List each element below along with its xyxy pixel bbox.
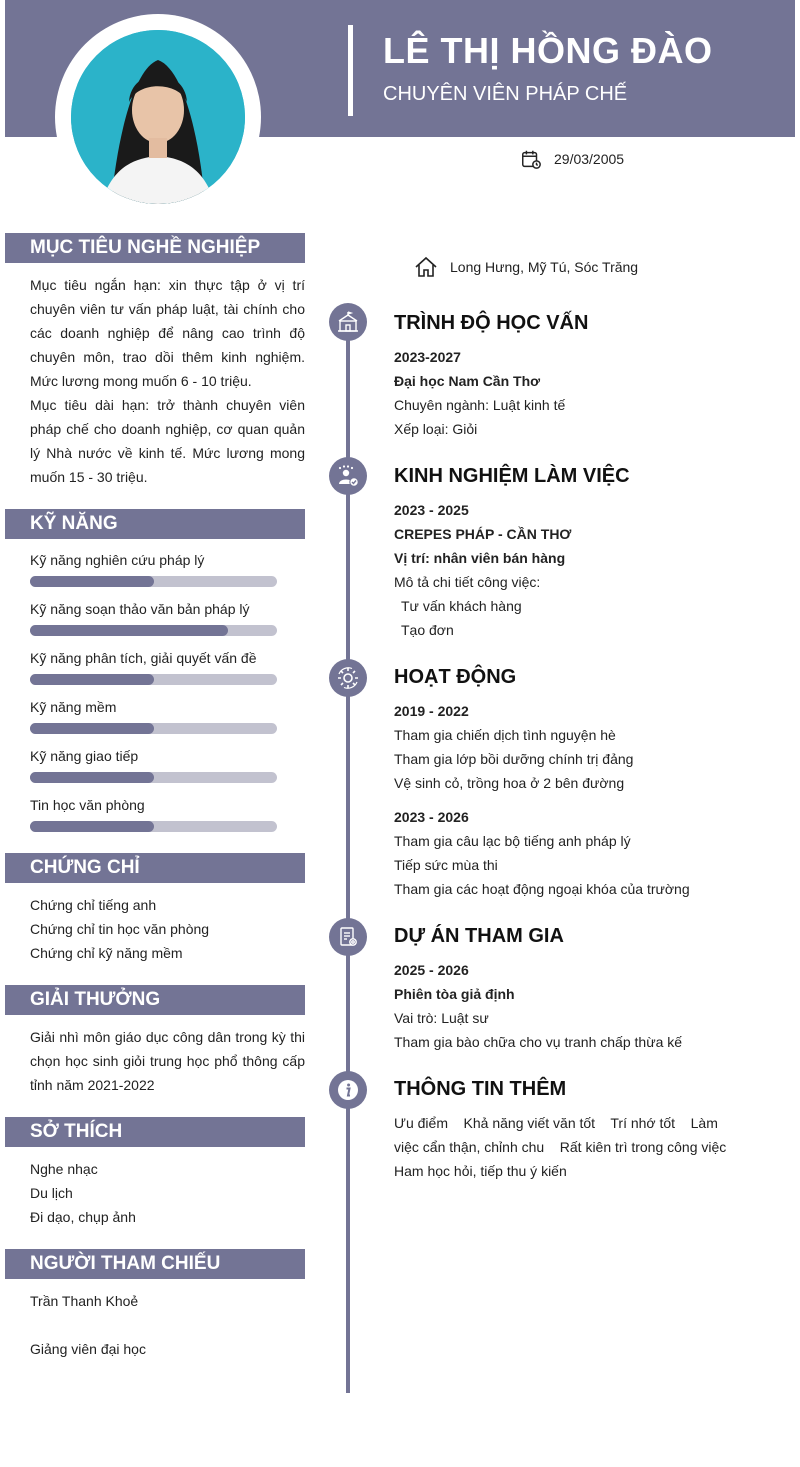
- list-item: Tham gia chiến dịch tình nguyện hè: [394, 727, 616, 743]
- skill-progress-bar: [30, 576, 277, 587]
- skill-label: Kỹ năng soạn thảo văn bản pháp lý: [30, 601, 250, 617]
- experience-period: 2023 - 2025: [394, 502, 469, 518]
- skill-progress-fill: [30, 674, 154, 685]
- list-item: Vệ sinh cỏ, trồng hoa ở 2 bên đường: [394, 775, 625, 791]
- education-grade: Xếp loại: Giỏi: [394, 421, 478, 437]
- profile-photo-frame: [55, 14, 261, 220]
- education-major: Chuyên ngành: Luật kinh tế: [394, 397, 566, 413]
- education-heading: TRÌNH ĐỘ HỌC VẤN: [394, 312, 589, 334]
- list-item: Du lịch: [30, 1185, 73, 1201]
- hobbies-heading: SỞ THÍCH: [5, 1117, 305, 1147]
- address-text: Long Hưng, Mỹ Tú, Sóc Trăng: [450, 259, 639, 275]
- birthdate-text: 29/03/2005: [554, 151, 625, 167]
- skill-label: Kỹ năng giao tiếp: [30, 748, 139, 764]
- additional-heading: THÔNG TIN THÊM: [394, 1078, 567, 1100]
- address-contact: [414, 256, 638, 278]
- list-item: Chứng chỉ tin học văn phòng: [30, 921, 210, 937]
- birthdate-contact: [520, 148, 624, 170]
- list-item: Chứng chỉ kỹ năng mềm: [30, 945, 183, 961]
- project-role: Vai trò: Luật sư: [394, 1010, 489, 1026]
- objective-text: [30, 273, 305, 489]
- skill-progress-fill: [30, 625, 228, 636]
- skill-progress-fill: [30, 772, 154, 783]
- projects-details: [394, 958, 774, 1054]
- school-icon: [329, 303, 367, 341]
- additional-line: việc cẩn thận, chỉnh chu Rất kiên trì trong công việc: [394, 1139, 727, 1155]
- education-school: Đại học Nam Cần Thơ: [394, 373, 541, 389]
- certificates-list: [30, 893, 305, 965]
- activities-group-2: [394, 805, 774, 901]
- certificates-heading: CHỨNG CHỈ: [5, 853, 305, 883]
- objective-long-term: Mục tiêu dài hạn: trở thành chuyên viên pháp chế cho doanh nghiệp, cơ quan quản lý Nhà nước về kinh tế. Mức lương mong muốn 15 - 30 triệu.: [30, 397, 305, 485]
- list-item: Tạo đơn: [401, 622, 454, 638]
- activities-group-1: [394, 699, 774, 795]
- experience-position: Vị trí: nhân viên bán hàng: [394, 550, 566, 566]
- objective-short-term: Mục tiêu ngắn hạn: xin thực tập ở vị trí chuyên viên tư vấn pháp luật, tài chính cho các doanh nghiệp để nâng cao trình độ chuyên môn, trao dồi thêm kinh nghiệm. Mức lương mong muốn 6 - 10 triệu.: [30, 277, 305, 389]
- info-icon: [329, 1071, 367, 1109]
- skill-progress-fill: [30, 723, 154, 734]
- skill-progress-fill: [30, 821, 154, 832]
- skill-progress-bar: [30, 674, 277, 685]
- skill-progress-bar: [30, 821, 277, 832]
- skill-progress-fill: [30, 576, 154, 587]
- project-name: Phiên tòa giả định: [394, 986, 515, 1002]
- profile-photo: [71, 30, 245, 204]
- skills-heading: KỸ NĂNG: [5, 509, 305, 539]
- list-item: Nghe nhạc: [30, 1161, 98, 1177]
- project-document-icon: [329, 918, 367, 956]
- team-icon: [329, 457, 367, 495]
- skill-progress-bar: [30, 625, 277, 636]
- activity-gear-icon: [329, 659, 367, 697]
- skill-progress-bar: [30, 723, 277, 734]
- candidate-name: LÊ THỊ HỒNG ĐÀO: [383, 30, 713, 71]
- additional-line: Ưu điểm Khả năng viết văn tốt Trí nhớ tốt Làm: [394, 1115, 718, 1131]
- project-desc: Tham gia bào chữa cho vụ tranh chấp thừa kế: [394, 1034, 683, 1050]
- project-period: 2025 - 2026: [394, 962, 469, 978]
- awards-heading: GIẢI THƯỞNG: [5, 985, 305, 1015]
- list-item: Đi dạo, chụp ảnh: [30, 1209, 136, 1225]
- additional-line: Ham học hỏi, tiếp thu ý kiến: [394, 1163, 567, 1179]
- experience-desc-label: Mô tả chi tiết công việc:: [394, 574, 541, 590]
- additional-details: [394, 1111, 774, 1183]
- skill-label: Tin học văn phòng: [30, 797, 145, 813]
- skill-progress-bar: [30, 772, 277, 783]
- education-details: [394, 345, 774, 441]
- list-item: Tư vấn khách hàng: [401, 598, 522, 614]
- education-period: 2023-2027: [394, 349, 461, 365]
- list-item: Tham gia các hoạt động ngoại khóa của trường: [394, 881, 690, 897]
- activities-heading: HOẠT ĐỘNG: [394, 666, 517, 688]
- skill-label: Kỹ năng nghiên cứu pháp lý: [30, 552, 205, 568]
- home-icon: [414, 256, 438, 278]
- objective-heading: MỤC TIÊU NGHỀ NGHIỆP: [5, 233, 305, 263]
- activities-period: 2023 - 2026: [394, 809, 469, 825]
- skill-label: Kỹ năng phân tích, giải quyết vấn đề: [30, 650, 257, 666]
- list-item: Tham gia lớp bồi dưỡng chính trị đảng: [394, 751, 634, 767]
- experience-company: CREPES PHÁP - CẦN THƠ: [394, 526, 572, 542]
- name-divider: [348, 25, 353, 116]
- activities-period: 2019 - 2022: [394, 703, 469, 719]
- hobbies-list: [30, 1157, 305, 1229]
- awards-text: Giải nhì môn giáo dục công dân trong kỳ thi chọn học sinh giỏi trung học phổ thông cấp tỉnh năm 2021-2022: [30, 1029, 305, 1093]
- list-item: Tiếp sức mùa thi: [394, 857, 498, 873]
- calendar-icon: [520, 148, 542, 170]
- references-heading: NGƯỜI THAM CHIẾU: [5, 1249, 305, 1279]
- job-title: CHUYÊN VIÊN PHÁP CHẾ: [383, 83, 628, 105]
- experience-heading: KINH NGHIỆM LÀM VIỆC: [394, 465, 630, 487]
- reference-position: Giảng viên đại học: [30, 1341, 146, 1357]
- list-item: Chứng chỉ tiếng anh: [30, 897, 157, 913]
- skill-label: Kỹ năng mềm: [30, 699, 117, 715]
- list-item: Tham gia câu lạc bộ tiếng anh pháp lý: [394, 833, 631, 849]
- reference-name: Trần Thanh Khoẻ: [30, 1293, 139, 1309]
- projects-heading: DỰ ÁN THAM GIA: [394, 925, 564, 947]
- experience-details: [394, 498, 774, 642]
